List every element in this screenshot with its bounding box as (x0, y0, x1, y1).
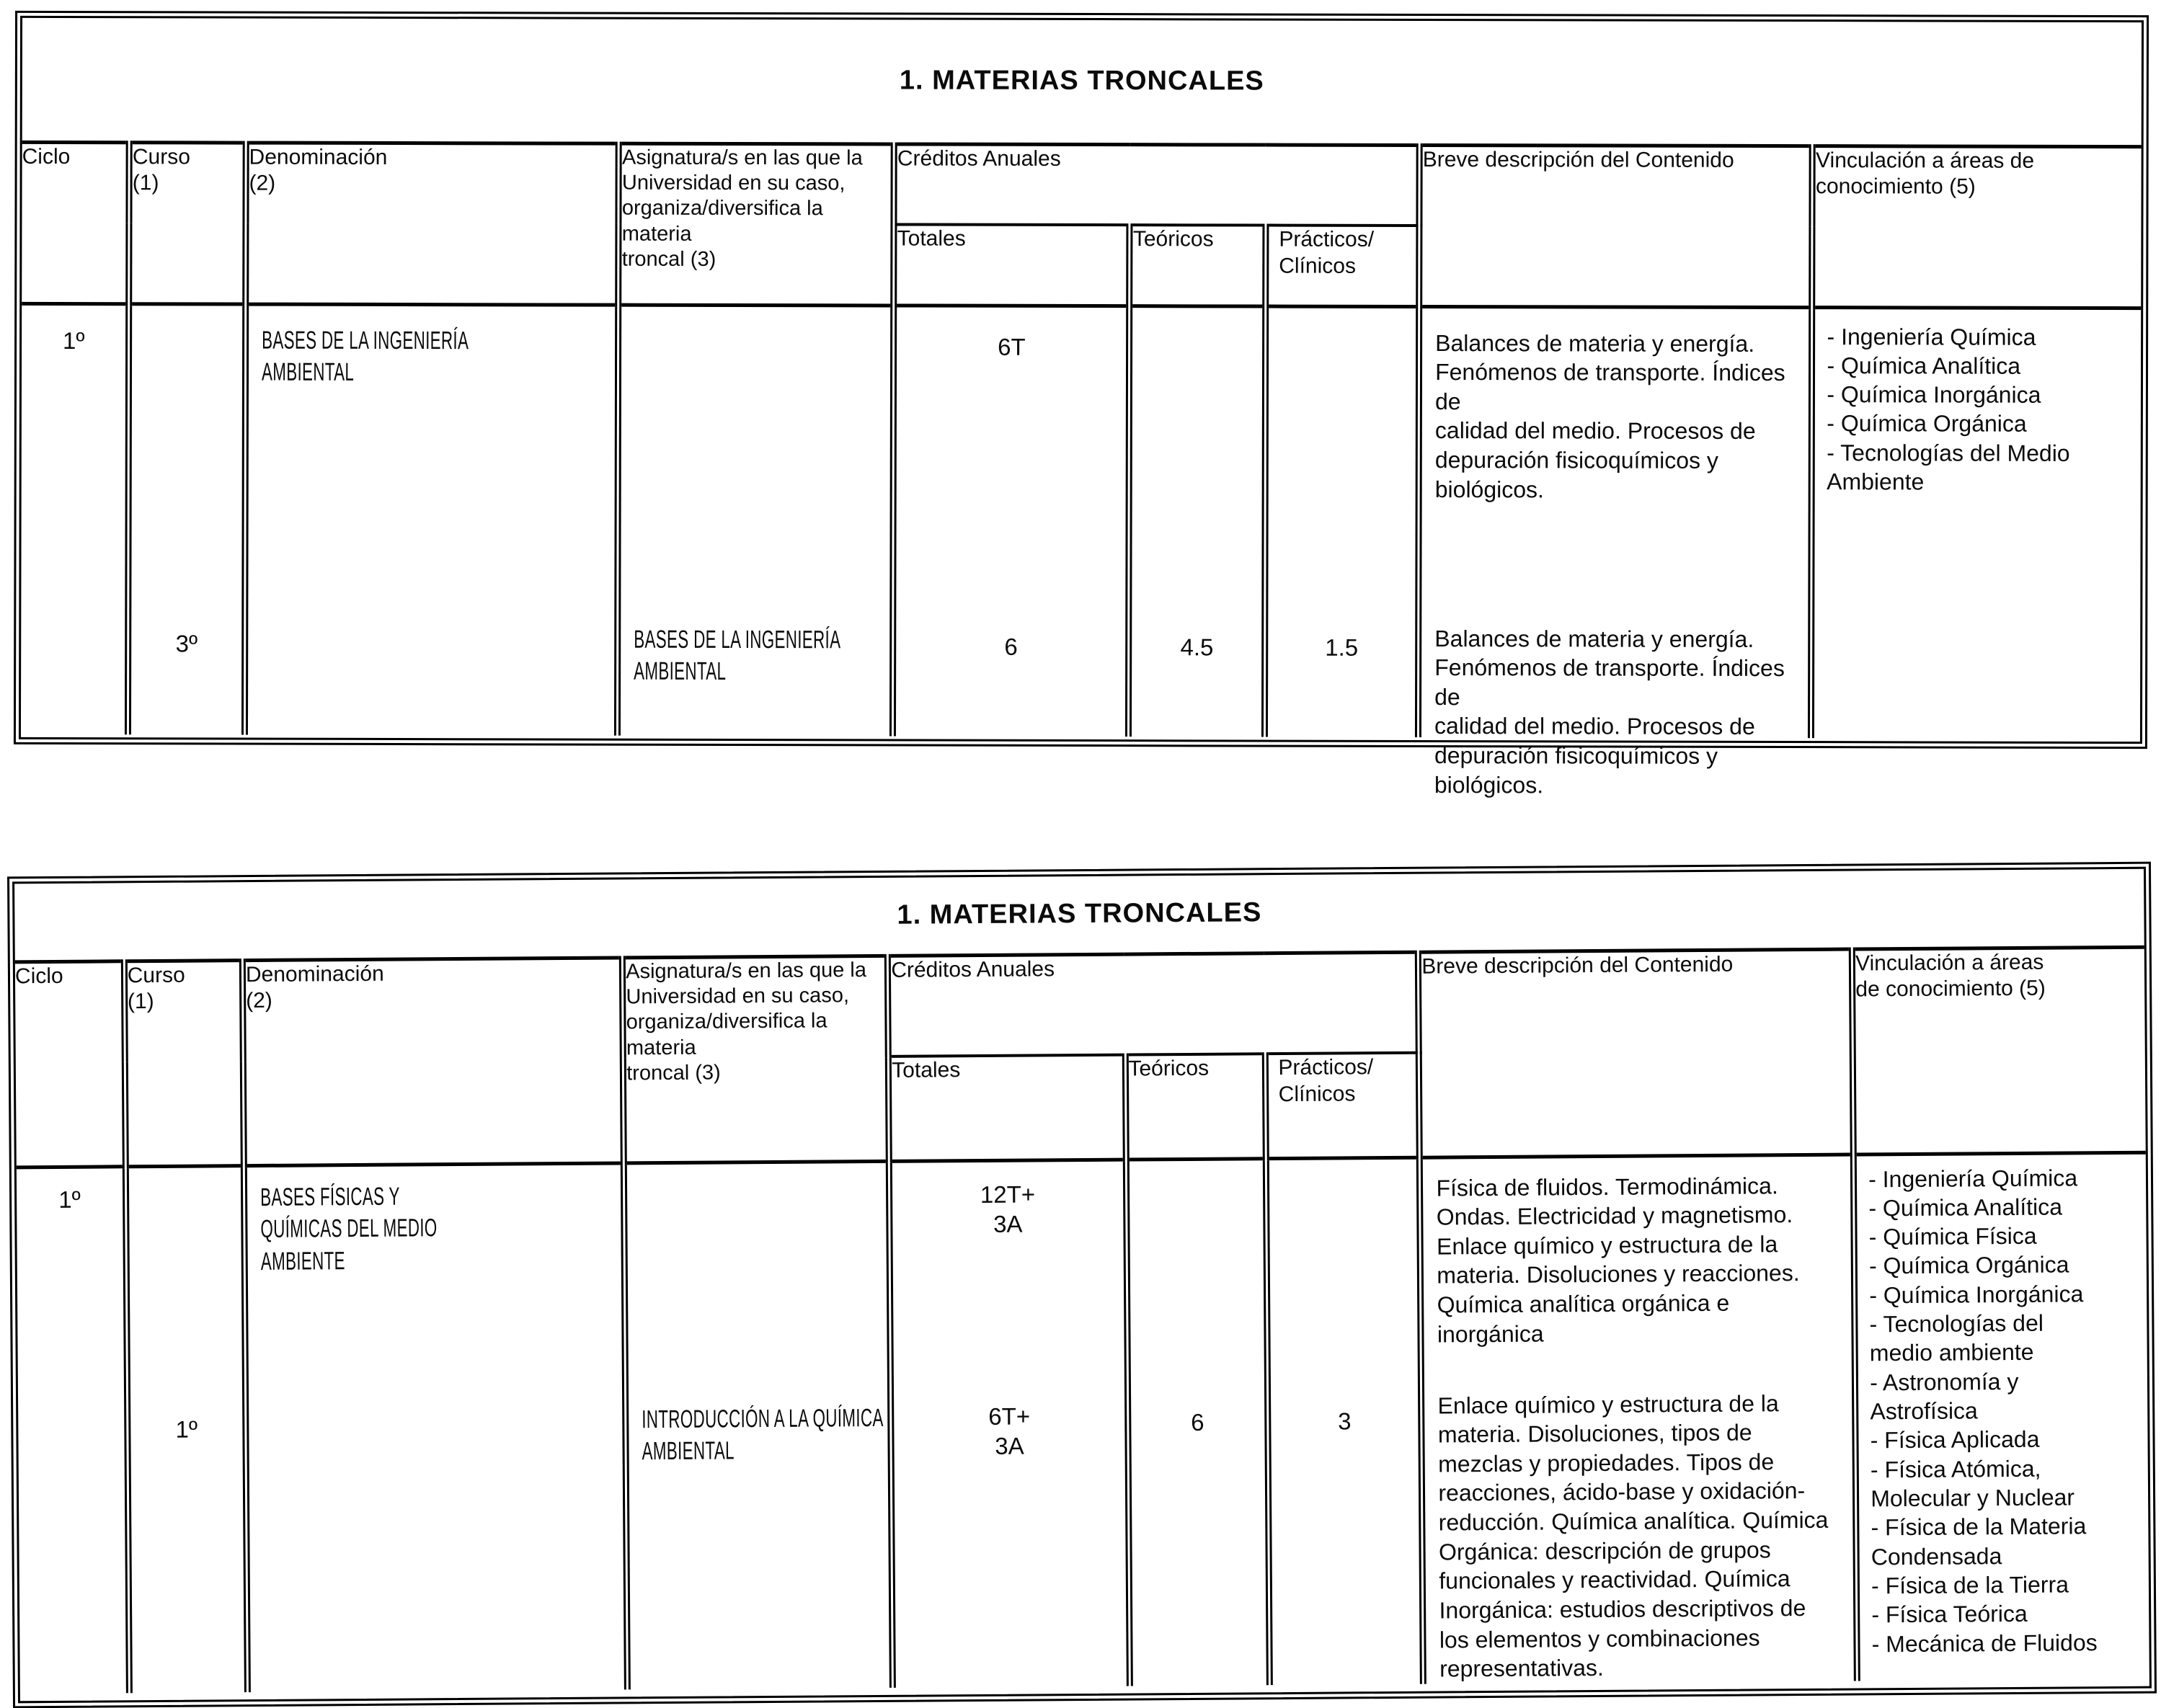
header-curso: Curso (1) (124, 960, 244, 1166)
troncales-table-2 (7, 862, 2157, 1708)
header-curso: Curso (1) (129, 142, 246, 303)
header-teoricos: Teóricos (1125, 1054, 1266, 1159)
area-conocimiento-item: - Física de la Materia Condensada (1871, 1513, 2087, 1570)
cell-curso (128, 303, 246, 734)
cell-practicos (1266, 1157, 1424, 1685)
cell-ciclo (17, 1166, 129, 1694)
table2-title-row (14, 869, 2144, 962)
asignatura-value: BASES DE LA INGENIERÍA AMBIENTAL (634, 625, 841, 686)
table2-body-row (17, 1152, 2149, 1694)
cell-denominacion (244, 1162, 627, 1691)
cell-asignatura (624, 1161, 893, 1689)
area-conocimiento-item: - Física Teórica (1871, 1601, 2028, 1628)
totales-entry1: 6T (998, 333, 1026, 360)
area-conocimiento-item: - Química Inorgánica (1869, 1281, 2084, 1309)
area-conocimiento-item: - Química Inorgánica (1827, 381, 2041, 408)
header-creditos-anuales: Créditos Anuales (894, 143, 1419, 226)
header-breve-descripcion: Breve descripción del Contenido (1419, 949, 1854, 1157)
table1-body-row (21, 303, 2141, 739)
denominacion-value: BASES FÍSICAS Y QUÍMICAS DEL MEDIO AMBIENTE (259, 1182, 438, 1276)
area-conocimiento-item: - Física Atómica, Molecular y Nuclear (1870, 1455, 2075, 1512)
curso-value: 3º (175, 629, 198, 657)
descripcion-entry1: Física de fluidos. Termodinámica. Ondas. Electricidad y magnetismo. Enlace químico y estructura de la materia. Disoluciones y reacciones. Química analítica orgánica e inorgánica (1436, 1172, 1800, 1348)
cell-descripcion (1419, 306, 1813, 798)
header-ciclo: Ciclo (14, 964, 63, 988)
troncales-table-1 (14, 11, 2149, 798)
header-denominacion: Denominación (2) (242, 957, 624, 1165)
area-conocimiento-item: - Química Física (1868, 1222, 2037, 1250)
ciclo-value: 1º (62, 326, 85, 354)
totales-entry1: 12T+ 3A (980, 1180, 1036, 1238)
area-conocimiento-item: - Tecnologías del medio ambiente (1869, 1309, 2044, 1366)
area-conocimiento-item: - Mecánica de Fluidos (1871, 1629, 2098, 1657)
header-breve-descripcion: Breve descripción del Contenido (1419, 145, 1813, 307)
table1-title-row (22, 18, 2142, 146)
cell-totales (893, 305, 1130, 736)
descripcion-entry2: Balances de materia y energía. Fenómenos de transporte. Índices de calidad del medio. Procesos de depuración fisicoquímicos y biológicos. (1434, 625, 1785, 798)
header-creditos-anuales: Créditos Anuales (888, 952, 1419, 1057)
area-conocimiento-item: - Astronomía y Astrofísica (1870, 1368, 2019, 1425)
practicos-entry2: 1.5 (1325, 633, 1359, 661)
totales-entry2: 6T+ 3A (988, 1402, 1031, 1460)
asignatura-value: INTRODUCCIÓN A LA QUÍMICA AMBIENTAL (642, 1403, 884, 1466)
header-teoricos: Teóricos (1130, 225, 1266, 306)
descripcion-entry1: Balances de materia y energía. Fenómenos de transporte. Índices de calidad del medio. Procesos de depuración fisicoquímicos y biológicos. (1434, 329, 1785, 502)
teoricos-entry2: 6 (1191, 1408, 1204, 1436)
area-conocimiento-item: - Química Analítica (1868, 1193, 2063, 1222)
practicos-entry2: 3 (1338, 1407, 1352, 1435)
area-conocimiento-item: - Química Orgánica (1868, 1251, 2069, 1279)
table1-title: 1. MATERIAS TRONCALES (22, 18, 2142, 146)
header-practicos-clinicos: Prácticos/ Clínicos (1266, 226, 1419, 306)
curso-value: 1º (175, 1415, 198, 1443)
header-vinculacion: Vinculación a áreas de conocimiento (5) (1812, 146, 2142, 308)
table2-title: 1. MATERIAS TRONCALES (14, 869, 2144, 962)
header-asignatura: Asignatura/s en las que la Universidad en su caso, organiza/diversifica la materia troncal (3) (623, 956, 889, 1163)
header-ciclo: Ciclo (22, 144, 71, 169)
totales-entry2: 6 (1004, 633, 1018, 660)
descripcion-entry2: Enlace químico y estructura de la materia. Disoluciones, tipos de mezclas y propiedades. Tipos de reacciones, ácido-base y oxidación- reducción. Química analítica. Química Orgánica: descripción de grupos funcionales y reactividad. Química Inorgánica: estudios descriptivos de los elementos y combinaciones representativas. (1437, 1389, 1829, 1682)
vinculacion-list (1827, 322, 2136, 497)
area-conocimiento-item: - Física de la Tierra (1871, 1571, 2069, 1599)
ciclo-value: 1º (58, 1186, 81, 1213)
denominacion-value: BASES DE LA INGENIERÍA AMBIENTAL (261, 326, 469, 387)
cell-curso (125, 1165, 247, 1693)
cell-teoricos (1126, 1158, 1269, 1686)
header-asignatura: Asignatura/s en las que la Universidad en su caso, organiza/diversifica la materia troncal (3) (618, 143, 894, 306)
area-conocimiento-item: - Tecnologías del Medio Ambiente (1827, 439, 2070, 495)
teoricos-entry2: 4.5 (1180, 633, 1214, 660)
cell-vinculacion (1853, 1152, 2149, 1681)
cell-vinculacion (1811, 307, 2141, 738)
cell-totales (889, 1160, 1130, 1688)
table2-header-row (15, 947, 2145, 1063)
cell-denominacion (244, 304, 618, 736)
area-conocimiento-item: - Química Analítica (1827, 352, 2021, 379)
area-conocimiento-item: - Ingeniería Química (1827, 323, 2036, 350)
header-practicos-clinicos: Prácticos/ Clínicos (1265, 1053, 1420, 1158)
area-conocimiento-item: - Física Aplicada (1870, 1426, 2040, 1454)
area-conocimiento-item: - Química Orgánica (1827, 410, 2027, 437)
cell-descripcion (1420, 1155, 1858, 1684)
cell-teoricos (1129, 306, 1266, 737)
cell-asignatura (618, 305, 894, 736)
troncales-table-1-grid (21, 18, 2142, 798)
header-totales: Totales (889, 1055, 1126, 1161)
header-totales: Totales (894, 224, 1130, 306)
header-vinculacion: Vinculación a áreas de conocimiento (5) (1852, 947, 2145, 1155)
header-denominacion: Denominación (2) (246, 143, 619, 305)
cell-ciclo (21, 303, 129, 734)
cell-practicos (1264, 306, 1419, 737)
table1-header-row (22, 142, 2141, 227)
troncales-table-2-grid (14, 869, 2149, 1694)
vinculacion-list (1868, 1162, 2145, 1658)
area-conocimiento-item: - Ingeniería Química (1868, 1164, 2078, 1192)
